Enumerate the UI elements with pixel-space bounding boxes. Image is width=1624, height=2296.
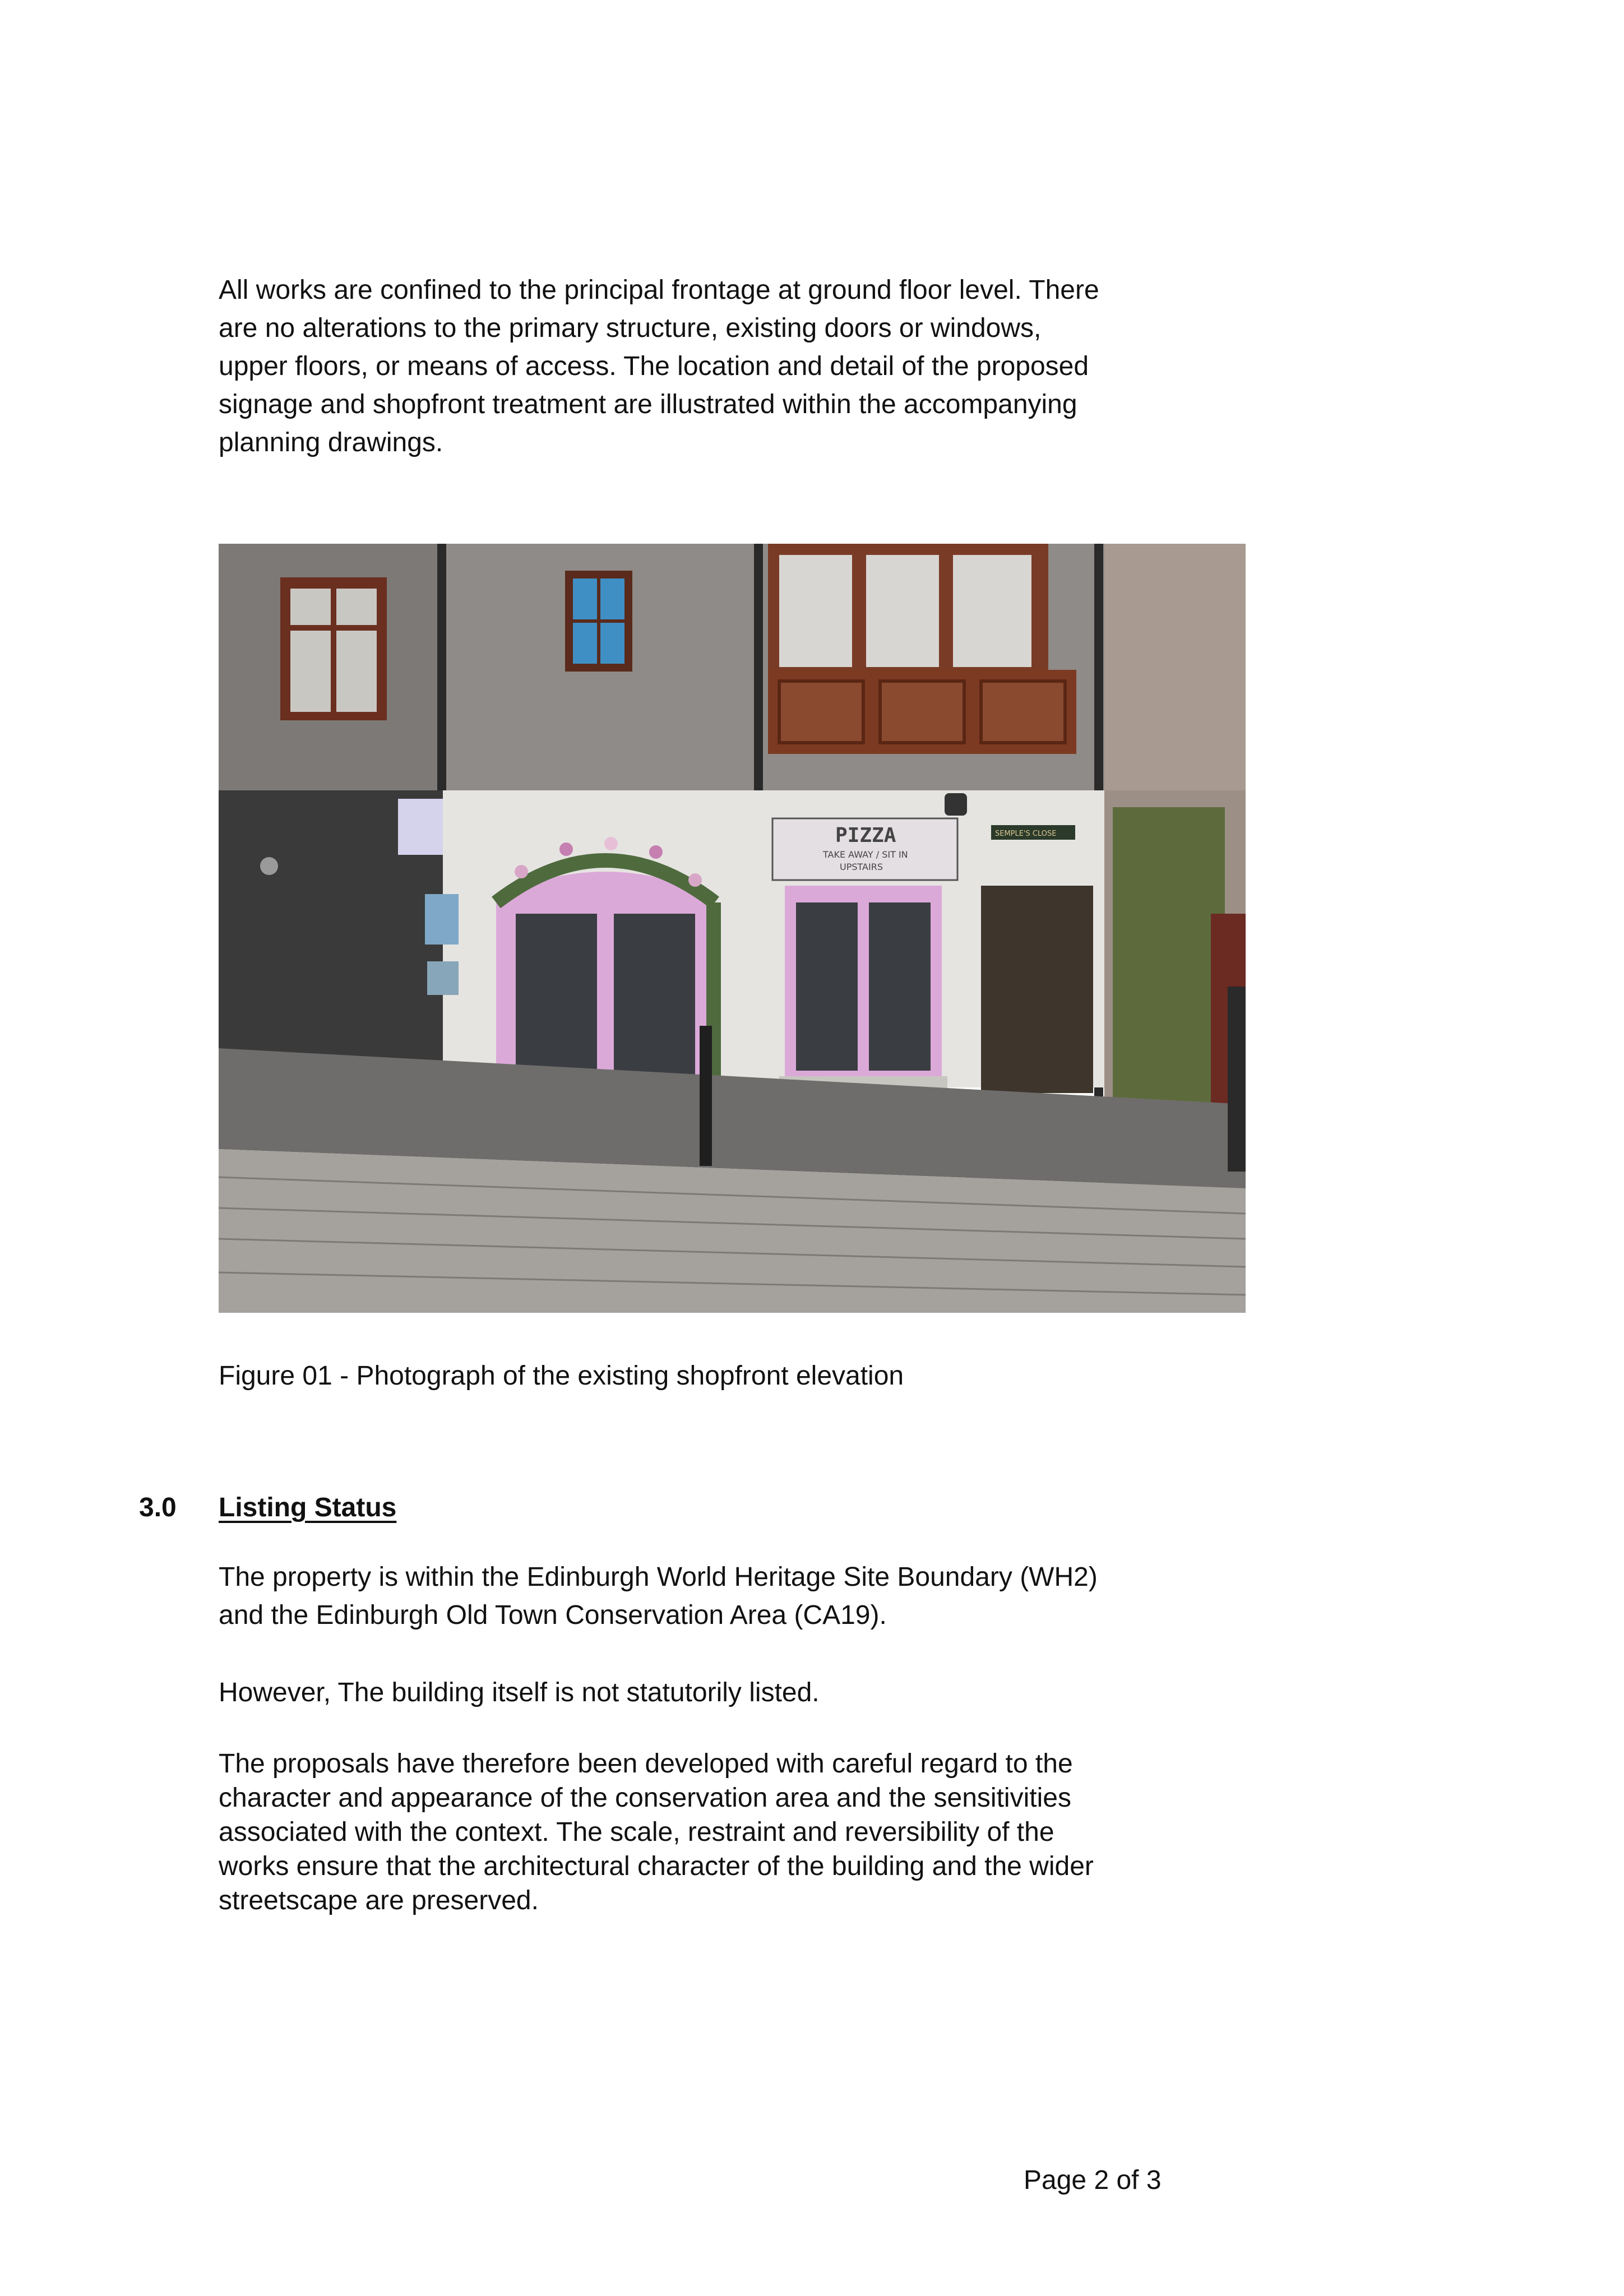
proposals-paragraph [219, 1747, 1094, 1918]
intro-line: signage and shopfront treatment are illustrated within the accompanying [219, 390, 1077, 419]
figure-caption: Figure 01 - Photograph of the existing shopfront elevation [219, 1361, 904, 1391]
shopfront-photograph-illustration [219, 544, 1246, 1313]
intro-line: upper floors, or means of access. The location and detail of the proposed [219, 351, 1089, 381]
proposals-line: works ensure that the architectural character of the building and the wider [219, 1851, 1094, 1881]
listing-paragraph [219, 1558, 1205, 1635]
pizza-sign-title: PIZZA [835, 824, 896, 847]
pizza-sign-line2: UPSTAIRS [840, 862, 883, 872]
not-listed-paragraph: However, The building itself is not statutorily listed. [219, 1678, 820, 1707]
section-number: 3.0 [139, 1493, 177, 1522]
proposals-line: streetscape are preserved. [219, 1886, 539, 1915]
intro-line: are no alterations to the primary structure, existing doors or windows, [219, 313, 1042, 343]
section-title: Listing Status [219, 1493, 397, 1522]
listing-line: and the Edinburgh Old Town Conservation Area (CA19). [219, 1600, 887, 1630]
listing-line: The property is within the Edinburgh World Heritage Site Boundary (WH2) [219, 1562, 1098, 1592]
pizza-sign-line1: TAKE AWAY / SIT IN [823, 849, 908, 860]
shopfront-photograph [219, 544, 1246, 1313]
proposals-line: character and appearance of the conservation area and the sensitivities [219, 1783, 1071, 1813]
intro-paragraph [219, 271, 1205, 462]
page-number: Page 2 of 3 [1024, 2165, 1162, 2195]
intro-line: planning drawings. [219, 428, 443, 457]
close-sign: SEMPLE'S CLOSE [995, 830, 1057, 838]
proposals-line: The proposals have therefore been developed with careful regard to the [219, 1749, 1073, 1779]
proposals-line: associated with the context. The scale, restraint and reversibility of the [219, 1817, 1054, 1847]
intro-line: All works are confined to the principal frontage at ground floor level. There [219, 275, 1099, 305]
